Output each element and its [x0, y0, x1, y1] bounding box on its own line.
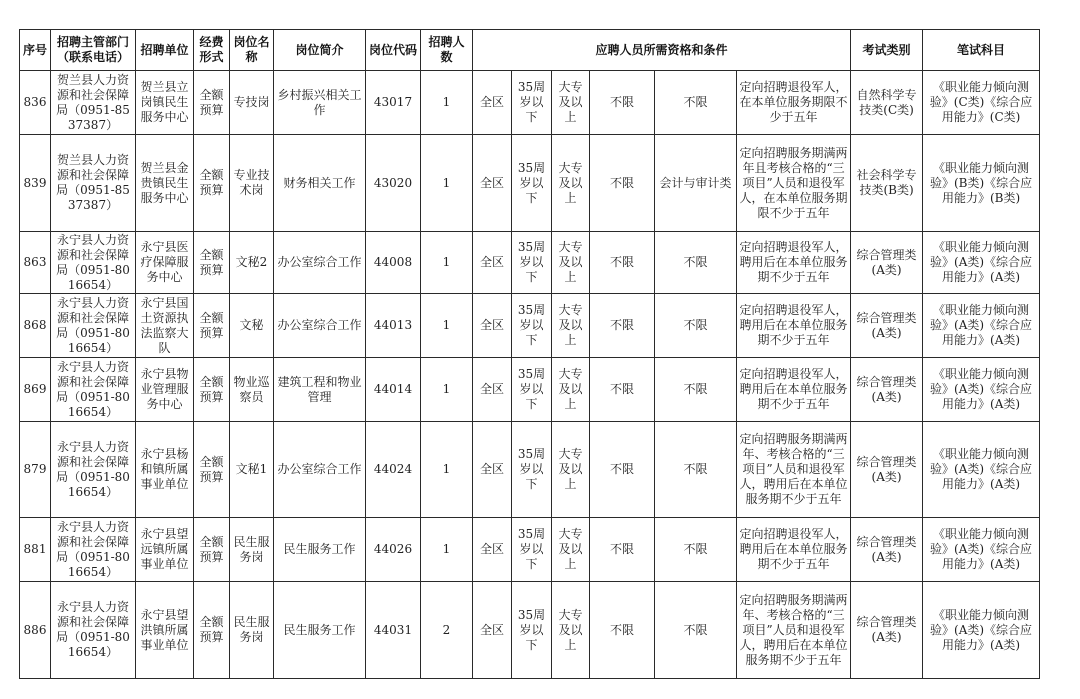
cell-position: 民生服务岗: [230, 518, 274, 582]
cell-age: 35周岁以下: [512, 294, 552, 358]
cell-major-1: 不限: [590, 518, 655, 582]
cell-position: 文秘1: [230, 422, 274, 518]
cell-funding: 全额预算: [194, 422, 230, 518]
cell-major-1: 不限: [590, 135, 655, 232]
cell-intro: 财务相关工作: [274, 135, 366, 232]
header-position: 岗位名称: [230, 30, 274, 71]
cell-exam-type: 综合管理类(A类): [851, 358, 923, 422]
cell-code: 44024: [366, 422, 421, 518]
recruitment-table: [19, 29, 1040, 679]
cell-education: 大专及以上: [552, 582, 590, 679]
header-seq: 序号: [20, 30, 51, 71]
cell-dept: 永宁县人力资源和社会保障局（0951-8016654）: [51, 232, 136, 294]
cell-position: 文秘2: [230, 232, 274, 294]
cell-count: 1: [421, 422, 473, 518]
cell-code: 44026: [366, 518, 421, 582]
cell-other-conditions: 定向招聘服务期满两年、考核合格的“三项目”人员和退役军人，聘用后在本单位服务期不少于五年: [737, 582, 851, 679]
table-row: [20, 135, 1040, 232]
cell-intro: 办公室综合工作: [274, 294, 366, 358]
cell-seq: 868: [20, 294, 51, 358]
cell-education: 大专及以上: [552, 358, 590, 422]
cell-unit: 永宁县望洪镇所属事业单位: [136, 582, 194, 679]
header-count: 招聘人数: [421, 30, 473, 71]
cell-code: 44008: [366, 232, 421, 294]
cell-region: 全区: [473, 294, 512, 358]
cell-major-2: 不限: [655, 294, 737, 358]
header-row: [20, 30, 1040, 71]
cell-seq: 881: [20, 518, 51, 582]
cell-major-2: 不限: [655, 232, 737, 294]
header-exam-type: 考试类别: [851, 30, 923, 71]
cell-funding: 全额预算: [194, 294, 230, 358]
table-row: [20, 422, 1040, 518]
cell-other-conditions: 定向招聘服务期满两年且考核合格的“三项目”人员和退役军人，在本单位服务期限不少于五年: [737, 135, 851, 232]
cell-position: 民生服务岗: [230, 582, 274, 679]
cell-education: 大专及以上: [552, 422, 590, 518]
cell-age: 35周岁以下: [512, 135, 552, 232]
cell-position: 专业技术岗: [230, 135, 274, 232]
cell-dept: 永宁县人力资源和社会保障局（0951-8016654）: [51, 294, 136, 358]
cell-seq: 836: [20, 71, 51, 135]
cell-funding: 全额预算: [194, 518, 230, 582]
cell-funding: 全额预算: [194, 582, 230, 679]
cell-code: 44031: [366, 582, 421, 679]
cell-education: 大专及以上: [552, 71, 590, 135]
cell-region: 全区: [473, 358, 512, 422]
cell-other-conditions: 定向招聘退役军人，聘用后在本单位服务期不少于五年: [737, 294, 851, 358]
cell-intro: 民生服务工作: [274, 582, 366, 679]
cell-written-subjects: 《职业能力倾向测验》(A类)《综合应用能力》(A类): [923, 232, 1040, 294]
cell-count: 1: [421, 358, 473, 422]
cell-intro: 民生服务工作: [274, 518, 366, 582]
cell-unit: 贺兰县立岗镇民生服务中心: [136, 71, 194, 135]
cell-count: 1: [421, 294, 473, 358]
cell-other-conditions: 定向招聘退役军人，在本单位服务期限不少于五年: [737, 71, 851, 135]
cell-exam-type: 自然科学专技类(C类): [851, 71, 923, 135]
table-row: [20, 232, 1040, 294]
cell-major-1: 不限: [590, 232, 655, 294]
cell-funding: 全额预算: [194, 135, 230, 232]
cell-major-2: 不限: [655, 582, 737, 679]
cell-dept: 永宁县人力资源和社会保障局（0951-8016654）: [51, 518, 136, 582]
cell-age: 35周岁以下: [512, 518, 552, 582]
cell-code: 43020: [366, 135, 421, 232]
cell-exam-type: 综合管理类(A类): [851, 294, 923, 358]
cell-unit: 贺兰县金贵镇民生服务中心: [136, 135, 194, 232]
cell-unit: 永宁县医疗保障服务中心: [136, 232, 194, 294]
table-row: [20, 582, 1040, 679]
cell-unit: 永宁县物业管理服务中心: [136, 358, 194, 422]
cell-funding: 全额预算: [194, 358, 230, 422]
header-unit: 招聘单位: [136, 30, 194, 71]
cell-funding: 全额预算: [194, 71, 230, 135]
cell-intro: 办公室综合工作: [274, 232, 366, 294]
cell-region: 全区: [473, 422, 512, 518]
cell-funding: 全额预算: [194, 232, 230, 294]
cell-region: 全区: [473, 135, 512, 232]
cell-major-1: 不限: [590, 422, 655, 518]
cell-code: 44013: [366, 294, 421, 358]
cell-written-subjects: 《职业能力倾向测验》(C类)《综合应用能力》(C类): [923, 71, 1040, 135]
cell-dept: 永宁县人力资源和社会保障局（0951-8016654）: [51, 358, 136, 422]
cell-written-subjects: 《职业能力倾向测验》(A类)《综合应用能力》(A类): [923, 294, 1040, 358]
cell-seq: 886: [20, 582, 51, 679]
cell-age: 35周岁以下: [512, 422, 552, 518]
cell-region: 全区: [473, 232, 512, 294]
cell-position: 专技岗: [230, 71, 274, 135]
cell-count: 2: [421, 582, 473, 679]
cell-unit: 永宁县望远镇所属事业单位: [136, 518, 194, 582]
cell-dept: 永宁县人力资源和社会保障局（0951-8016654）: [51, 582, 136, 679]
cell-intro: 办公室综合工作: [274, 422, 366, 518]
cell-unit: 永宁县杨和镇所属事业单位: [136, 422, 194, 518]
cell-other-conditions: 定向招聘退役军人，聘用后在本单位服务期不少于五年: [737, 232, 851, 294]
cell-count: 1: [421, 71, 473, 135]
table-row: [20, 294, 1040, 358]
header-intro: 岗位简介: [274, 30, 366, 71]
cell-exam-type: 综合管理类(A类): [851, 582, 923, 679]
cell-unit: 永宁县国土资源执法监察大队: [136, 294, 194, 358]
cell-dept: 贺兰县人力资源和社会保障局（0951-8537387）: [51, 135, 136, 232]
cell-written-subjects: 《职业能力倾向测验》(B类)《综合应用能力》(B类): [923, 135, 1040, 232]
cell-education: 大专及以上: [552, 232, 590, 294]
cell-major-2: 会计与审计类: [655, 135, 737, 232]
cell-exam-type: 综合管理类(A类): [851, 232, 923, 294]
cell-other-conditions: 定向招聘服务期满两年、考核合格的“三项目”人员和退役军人，聘用后在本单位服务期不少于五年: [737, 422, 851, 518]
cell-major-2: 不限: [655, 518, 737, 582]
cell-education: 大专及以上: [552, 518, 590, 582]
cell-major-1: 不限: [590, 582, 655, 679]
cell-other-conditions: 定向招聘退役军人，聘用后在本单位服务期不少于五年: [737, 518, 851, 582]
cell-age: 35周岁以下: [512, 358, 552, 422]
cell-other-conditions: 定向招聘退役军人，聘用后在本单位服务期不少于五年: [737, 358, 851, 422]
cell-major-2: 不限: [655, 358, 737, 422]
cell-count: 1: [421, 232, 473, 294]
cell-exam-type: 综合管理类(A类): [851, 422, 923, 518]
cell-written-subjects: 《职业能力倾向测验》(A类)《综合应用能力》(A类): [923, 518, 1040, 582]
cell-code: 44014: [366, 358, 421, 422]
cell-intro: 乡村振兴相关工作: [274, 71, 366, 135]
cell-position: 文秘: [230, 294, 274, 358]
cell-region: 全区: [473, 518, 512, 582]
cell-written-subjects: 《职业能力倾向测验》(A类)《综合应用能力》(A类): [923, 358, 1040, 422]
cell-intro: 建筑工程和物业管理: [274, 358, 366, 422]
cell-count: 1: [421, 135, 473, 232]
table-row: [20, 71, 1040, 135]
cell-count: 1: [421, 518, 473, 582]
table-row: [20, 358, 1040, 422]
cell-major-2: 不限: [655, 71, 737, 135]
header-funding: 经费形式: [194, 30, 230, 71]
cell-seq: 869: [20, 358, 51, 422]
cell-age: 35周岁以下: [512, 582, 552, 679]
header-conditions: 应聘人员所需资格和条件: [473, 30, 851, 71]
cell-code: 43017: [366, 71, 421, 135]
cell-age: 35周岁以下: [512, 232, 552, 294]
cell-exam-type: 社会科学专技类(B类): [851, 135, 923, 232]
cell-major-1: 不限: [590, 358, 655, 422]
cell-age: 35周岁以下: [512, 71, 552, 135]
cell-major-1: 不限: [590, 294, 655, 358]
cell-dept: 贺兰县人力资源和社会保障局（0951-8537387）: [51, 71, 136, 135]
cell-education: 大专及以上: [552, 135, 590, 232]
cell-region: 全区: [473, 582, 512, 679]
cell-education: 大专及以上: [552, 294, 590, 358]
cell-written-subjects: 《职业能力倾向测验》(A类)《综合应用能力》(A类): [923, 582, 1040, 679]
cell-seq: 879: [20, 422, 51, 518]
cell-exam-type: 综合管理类(A类): [851, 518, 923, 582]
cell-seq: 863: [20, 232, 51, 294]
cell-region: 全区: [473, 71, 512, 135]
cell-major-2: 不限: [655, 422, 737, 518]
cell-dept: 永宁县人力资源和社会保障局（0951-8016654）: [51, 422, 136, 518]
cell-position: 物业巡察员: [230, 358, 274, 422]
cell-major-1: 不限: [590, 71, 655, 135]
header-code: 岗位代码: [366, 30, 421, 71]
header-written: 笔试科目: [923, 30, 1040, 71]
header-dept: 招聘主管部门（联系电话）: [51, 30, 136, 71]
cell-written-subjects: 《职业能力倾向测验》(A类)《综合应用能力》(A类): [923, 422, 1040, 518]
cell-seq: 839: [20, 135, 51, 232]
table-row: [20, 518, 1040, 582]
